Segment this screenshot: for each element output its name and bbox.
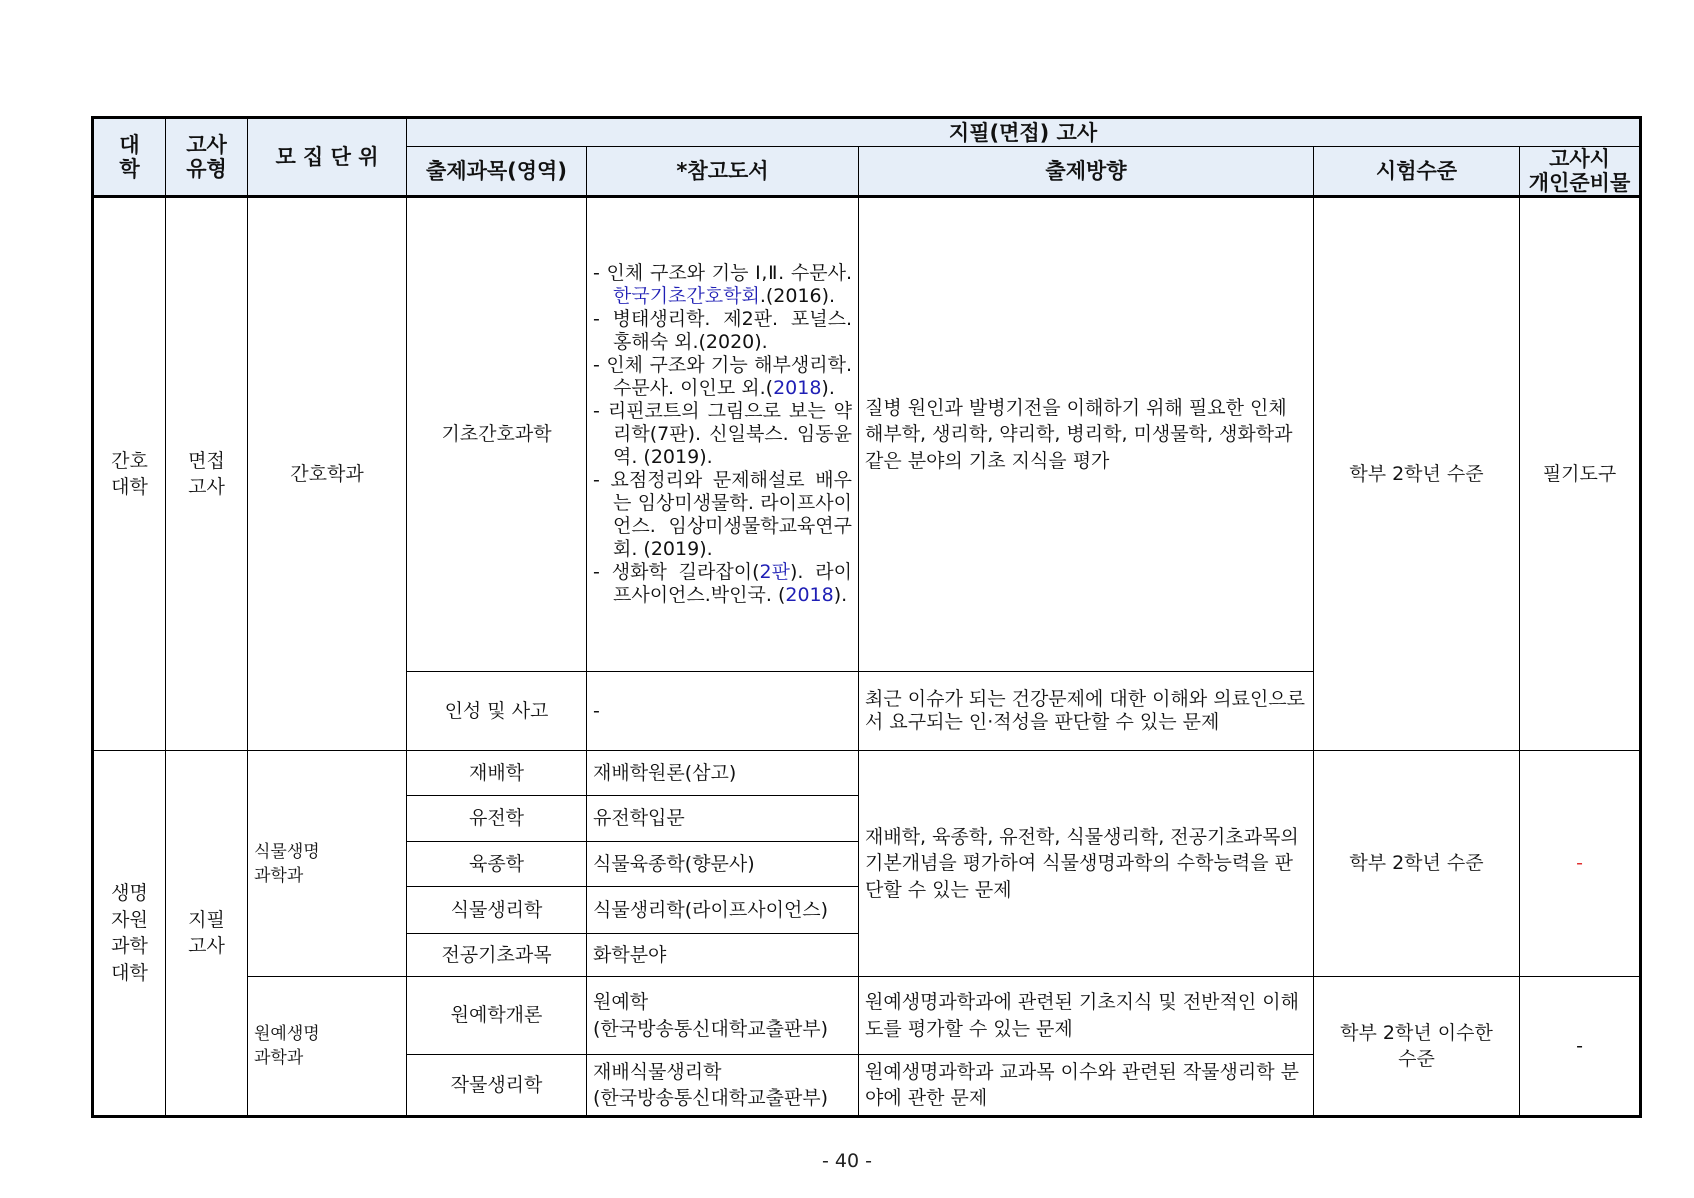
ref-item: - 병태생리학. 제2판. 포널스. 홍해숙 외.(2020). <box>593 308 852 353</box>
col-header-unit: 모 집 단 위 <box>248 118 407 197</box>
ref-books-cell: 재배학원론(삼고) <box>587 751 859 796</box>
subject-cell: 인성 및 사고 <box>407 672 587 751</box>
col-header-subject: 출제과목(영역) <box>407 147 587 197</box>
direction-cell: 원예생명과학과 교과목 이수와 관련된 작물생리학 분야에 관한 문제 <box>859 1055 1314 1117</box>
ref-books-cell: - <box>587 672 859 751</box>
col-header-direction: 출제방향 <box>859 147 1314 197</box>
unit-cell: 식물생명 과학과 <box>248 751 407 977</box>
subject-cell: 유전학 <box>407 796 587 842</box>
ref-books-cell <box>587 197 859 672</box>
col-header-level: 시험수준 <box>1314 147 1520 197</box>
subject-cell: 작물생리학 <box>407 1055 587 1117</box>
ref-item: - 인체 구조와 기능 Ⅰ,Ⅱ. 수문사. 한국기초간호학회.(2016). <box>593 262 852 307</box>
unit-cell: 간호학과 <box>248 197 407 751</box>
table-row <box>93 751 1641 796</box>
ref-item: - 생화학 길라잡이(2판). 라이프사이언스.박인국. (2018). <box>593 561 853 606</box>
ref-books-cell: 원예학 (한국방송통신대학교출판부) <box>587 977 859 1055</box>
exam-table <box>91 116 1642 1118</box>
prep-cell: 필기도구 <box>1520 197 1641 751</box>
subject-cell: 기초간호과학 <box>407 197 587 672</box>
direction-cell: 재배학, 육종학, 유전학, 식물생리학, 전공기초과목의 기본개념을 평가하여 식물생명과학의 수학능력을 판단할 수 있는 문제 <box>859 751 1314 977</box>
col-header-ref-books: *참고도서 <box>587 147 859 197</box>
direction-cell: 질병 원인과 발병기전을 이해하기 위해 필요한 인체 해부학, 생리학, 약리학, 병리학, 미생물학, 생화학과 같은 분야의 기초 지식을 평가 <box>859 197 1314 672</box>
direction-cell: 최근 이슈가 되는 건강문제에 대한 이해와 의료인으로서 요구되는 인·적성을 판단할 수 있는 문제 <box>859 672 1314 751</box>
table-row <box>93 977 1641 1055</box>
ref-books-cell: 식물육종학(향문사) <box>587 842 859 887</box>
ref-books-cell: 재배식물생리학 (한국방송통신대학교출판부) <box>587 1055 859 1117</box>
direction-cell: 원예생명과학과에 관련된 기초지식 및 전반적인 이해도를 평가할 수 있는 문제 <box>859 977 1314 1055</box>
ref-books-cell: 식물생리학(라이프사이언스) <box>587 887 859 934</box>
subject-cell: 식물생리학 <box>407 887 587 934</box>
exam-type-cell: 지필 고사 <box>166 751 248 1117</box>
ref-item: - 리핀코트의 그림으로 보는 약리학(7판). 신일북스. 임동윤 역. (2019). <box>593 400 852 468</box>
college-cell: 생명 자원 과학 대학 <box>93 751 166 1117</box>
prep-cell: - <box>1520 977 1641 1117</box>
level-cell: 학부 2학년 수준 <box>1314 197 1520 751</box>
level-cell: 학부 2학년 수준 <box>1314 751 1520 977</box>
unit-cell: 원예생명 과학과 <box>248 977 407 1117</box>
table-row <box>93 197 1641 672</box>
subject-cell: 재배학 <box>407 751 587 796</box>
prep-cell: - <box>1520 751 1641 977</box>
ref-books-cell: 화학분야 <box>587 934 859 977</box>
col-header-exam-type: 고사 유형 <box>166 118 248 197</box>
ref-item: - 요점정리와 문제해설로 배우는 임상미생물학. 라이프사이언스. 임상미생물학교육연구회. (2019). <box>593 469 852 560</box>
col-header-group-title: 지필(면접) 고사 <box>407 118 1641 147</box>
ref-item: - 인체 구조와 기능 해부생리학. 수문사. 이인모 외.(2018). <box>593 354 852 399</box>
col-header-prep: 고사시 개인준비물 <box>1520 147 1641 197</box>
col-header-college: 대 학 <box>93 118 166 197</box>
exam-type-cell: 면접 고사 <box>166 197 248 751</box>
subject-cell: 원예학개론 <box>407 977 587 1055</box>
college-cell: 간호 대학 <box>93 197 166 751</box>
subject-cell: 육종학 <box>407 842 587 887</box>
ref-books-cell: 유전학입문 <box>587 796 859 842</box>
level-cell: 학부 2학년 이수한 수준 <box>1314 977 1520 1117</box>
subject-cell: 전공기초과목 <box>407 934 587 977</box>
page-number: - 40 - <box>822 1150 872 1172</box>
